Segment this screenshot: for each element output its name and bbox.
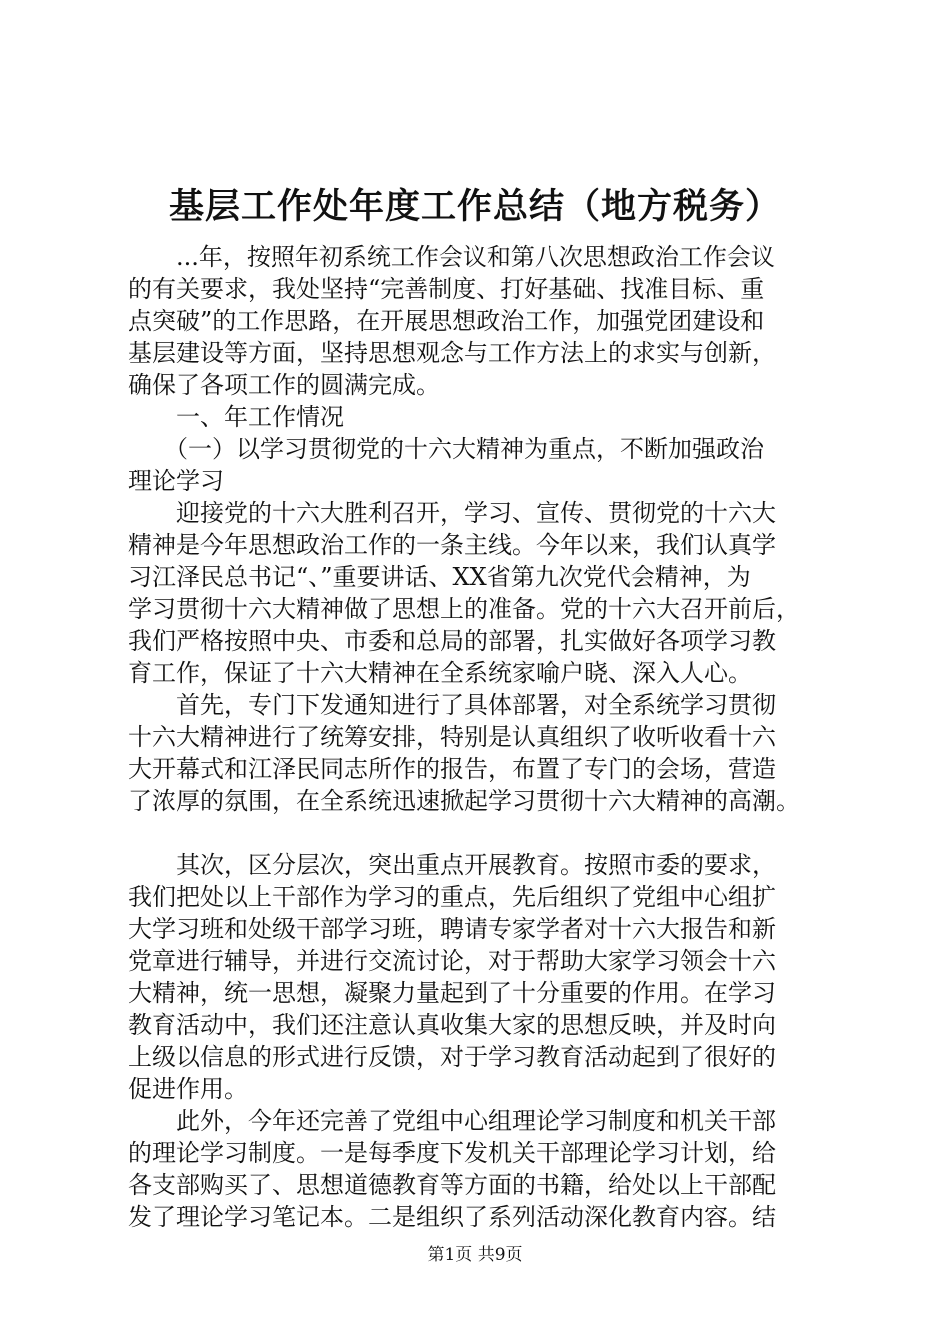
- body-line: 党章进行辅导，并进行交流讨论，对于帮助大家学习领会十六: [128, 947, 776, 975]
- body-line: 此外，今年还完善了党组中心组理论学习制度和机关干部: [128, 1107, 776, 1135]
- section-heading: 一、年工作情况: [128, 403, 344, 431]
- document-title: 基层工作处年度工作总结（地方税务）: [168, 186, 781, 227]
- body-line: 促进作用。: [128, 1075, 248, 1103]
- subsection-heading: （一）以学习贯彻党的十六大精神为重点，不断加强政治: [128, 435, 764, 463]
- body-line: 大精神，统一思想，凝聚力量起到了十分重要的作用。在学习: [128, 979, 776, 1007]
- body-line: 我们把处以上干部作为学习的重点，先后组织了党组中心组扩: [128, 883, 776, 911]
- body-line: 我们严格按照中央、市委和总局的部署，扎实做好各项学习教: [128, 627, 776, 655]
- body-line: 确保了各项工作的圆满完成。: [128, 371, 440, 399]
- body-line: 育工作，保证了十六大精神在全系统家喻户晓、深入人心。: [128, 659, 752, 687]
- body-line: 上级以信息的形式进行反馈，对于学习教育活动起到了很好的: [128, 1043, 776, 1071]
- body-line: 基层建设等方面，坚持思想观念与工作方法上的求实与创新，: [128, 339, 776, 367]
- body-line: 的理论学习制度。一是每季度下发机关干部理论学习计划，给: [128, 1139, 776, 1167]
- body-line: 十六大精神进行了统筹安排，特别是认真组织了收听收看十六: [128, 723, 776, 751]
- body-line: ...年，按照年初系统工作会议和第八次思想政治工作会议: [128, 243, 775, 271]
- body-line: 点突破”的工作思路，在开展思想政治工作，加强党团建设和: [128, 307, 765, 335]
- body-line: 其次，区分层次，突出重点开展教育。按照市委的要求，: [128, 851, 776, 879]
- body-line: 大学习班和处级干部学习班，聘请专家学者对十六大报告和新: [128, 915, 776, 943]
- body-line: 大开幕式和江泽民同志所作的报告，布置了专门的会场，营造: [128, 755, 776, 783]
- body-line: 习江泽民总书记“、”重要讲话、XX省第九次党代会精神，为: [128, 563, 751, 591]
- subsection-heading: 理论学习: [128, 467, 224, 495]
- body-line: 发了理论学习笔记本。二是组织了系列活动深化教育内容。结: [128, 1203, 776, 1231]
- body-line: 教育活动中，我们还注意认真收集大家的思想反映，并及时向: [128, 1011, 776, 1039]
- body-line: 精神是今年思想政治工作的一条主线。今年以来，我们认真学: [128, 531, 776, 559]
- body-line: 各支部购买了、思想道德教育等方面的书籍，给处以上干部配: [128, 1171, 776, 1199]
- page-number-footer: 第1页 共9页: [427, 1245, 523, 1265]
- body-line: 了浓厚的氛围，在全系统迅速掀起学习贯彻十六大精神的高潮。: [128, 787, 800, 815]
- body-line: 学习贯彻十六大精神做了思想上的准备。党的十六大召开前后，: [128, 595, 800, 623]
- body-line: 的有关要求，我处坚持“完善制度、打好基础、找准目标、重: [128, 275, 765, 303]
- body-line: 首先，专门下发通知进行了具体部署，对全系统学习贯彻: [128, 691, 776, 719]
- body-line: 迎接党的十六大胜利召开，学习、宣传、贯彻党的十六大: [128, 499, 776, 527]
